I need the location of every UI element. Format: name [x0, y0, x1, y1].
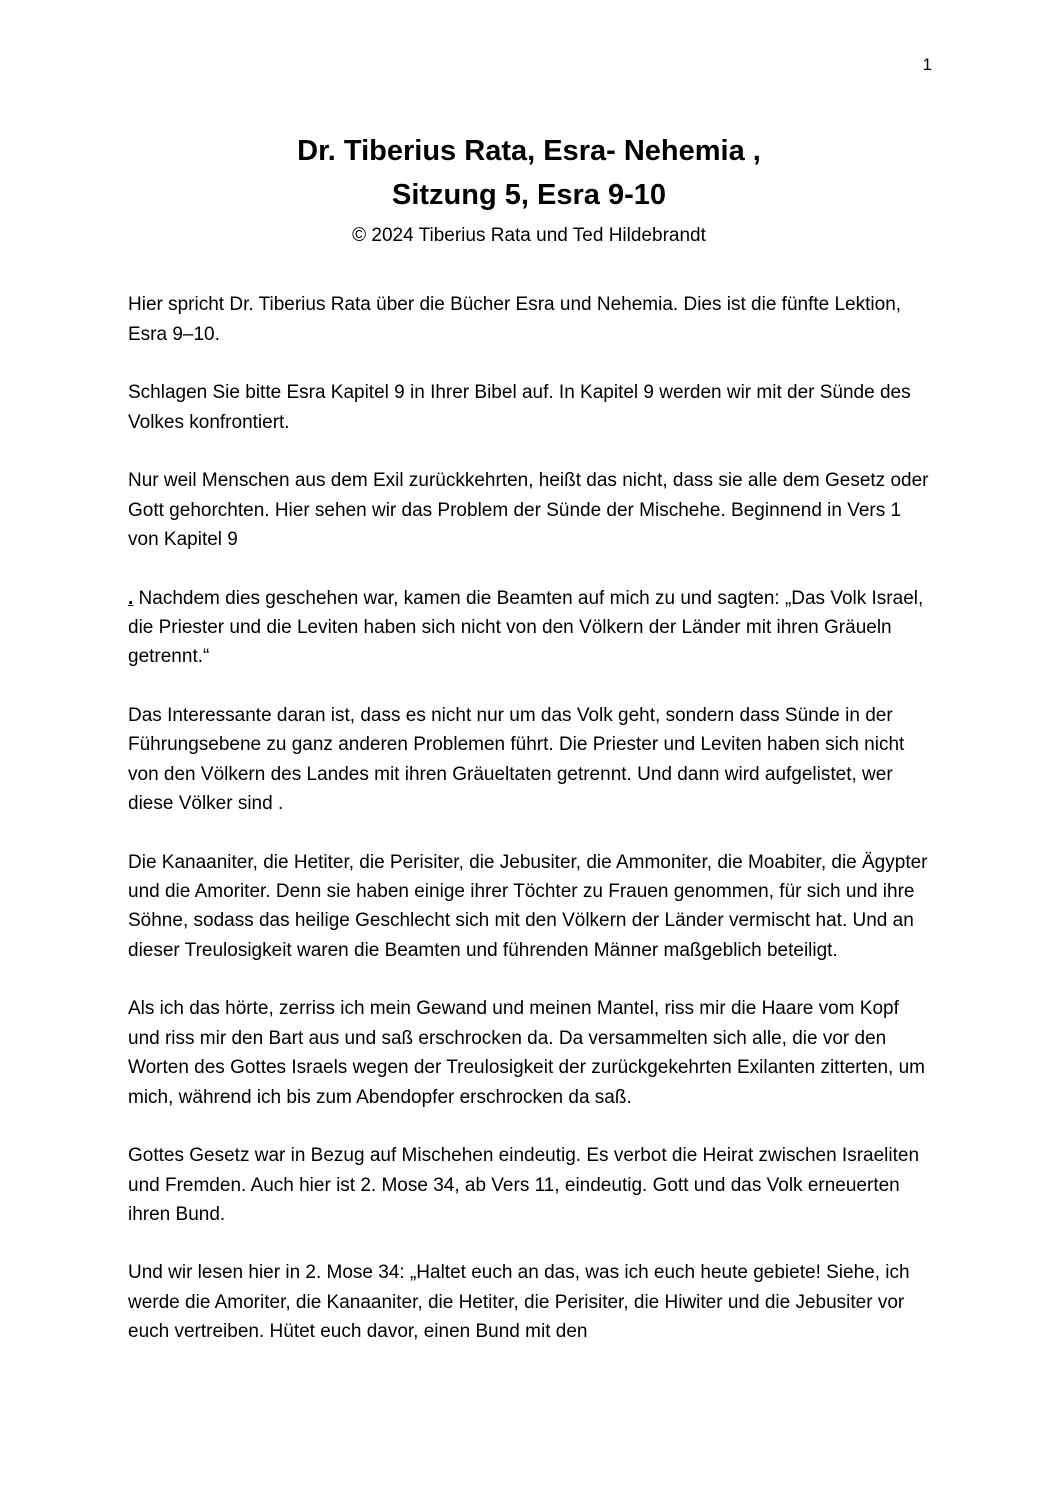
title-line-2: Sitzung 5, Esra 9-10 [392, 178, 666, 211]
paragraph: Die Kanaaniter, die Hetiter, die Perisiter, die Jebusiter, die Ammoniter, die Moabiter, die Ägypter und die Amoriter. Denn sie haben einige ihrer Töchter zu Frauen genommen, für sich und ihre Söhne, sodass das heilige Geschlecht sich mit den Völkern der Länder vermischt hat. Und an dieser Treulosigkeit waren die Beamten und führenden Männer maßgeblich beteiligt. [128, 851, 928, 961]
paragraph: Hier spricht Dr. Tiberius Rata über die Bücher Esra und Nehemia. Dies ist die fünfte Lektion, Esra 9–10. [128, 294, 902, 345]
copyright-line: © 2024 Tiberius Rata und Ted Hildebrandt [352, 225, 706, 246]
page-number: 1 [922, 55, 932, 74]
paragraph: Das Interessante daran ist, dass es nicht nur um das Volk geht, sondern dass Sünde in der Führungsebene zu ganz anderen Problemen führt. Die Priester und Leviten haben sich nicht von den Völkern des Landes mit ihren Gräueltaten getrennt. Und dann wird aufgelistet, wer diese Völker sind . [128, 704, 905, 815]
document-title [128, 130, 930, 217]
paragraph-lead: . [128, 587, 134, 609]
paragraph: Als ich das hörte, zerriss ich mein Gewand und meinen Mantel, riss mir die Haare vom Kopf und riss mir den Bart aus und saß erschrocken da. Da versammelten sich alle, die vor den Worten des Gottes Israels wegen der Treulosigkeit der zurückgekehrten Exilanten zitterten, um mich, während ich bis zum Abendopfer erschrocken da saß. [128, 998, 925, 1108]
title-line-1: Dr. Tiberius Rata, Esra- Nehemia , [297, 135, 761, 167]
paragraph: Schlagen Sie bitte Esra Kapitel 9 in Ihrer Bibel auf. In Kapitel 9 werden wir mit der Sünde des Volkes konfrontiert. [128, 382, 911, 433]
paragraph: . Nachdem dies geschehen war, kamen die Beamten auf mich zu und sagten: „Das Volk Israel, die Priester und die Leviten haben sich nicht von den Völkern der Länder mit ihren Gräueln getrennt.“ [128, 587, 924, 668]
paragraph: Gottes Gesetz war in Bezug auf Mischehen eindeutig. Es verbot die Heirat zwischen Israeliten und Fremden. Auch hier ist 2. Mose 34, ab Vers 11, eindeutig. Gott und das Volk erneuerten ihren Bund. [128, 1145, 920, 1225]
paragraph: Nur weil Menschen aus dem Exil zurückkehrten, heißt das nicht, dass sie alle dem Gesetz oder Gott gehorchten. Hier sehen wir das Problem der Sünde der Mischehe. Beginnend in Vers 1 von Kapitel 9 [128, 470, 929, 551]
document-body [128, 290, 930, 1346]
paragraph: Und wir lesen hier in 2. Mose 34: „Haltet euch an das, was ich euch heute gebiete! Siehe, ich werde die Amoriter, die Kanaaniter, die Hetiter, die Perisiter, die Hiwiter und die Jebusiter vor euch vertreiben. Hütet euch davor, einen Bund mit den [128, 1262, 910, 1343]
